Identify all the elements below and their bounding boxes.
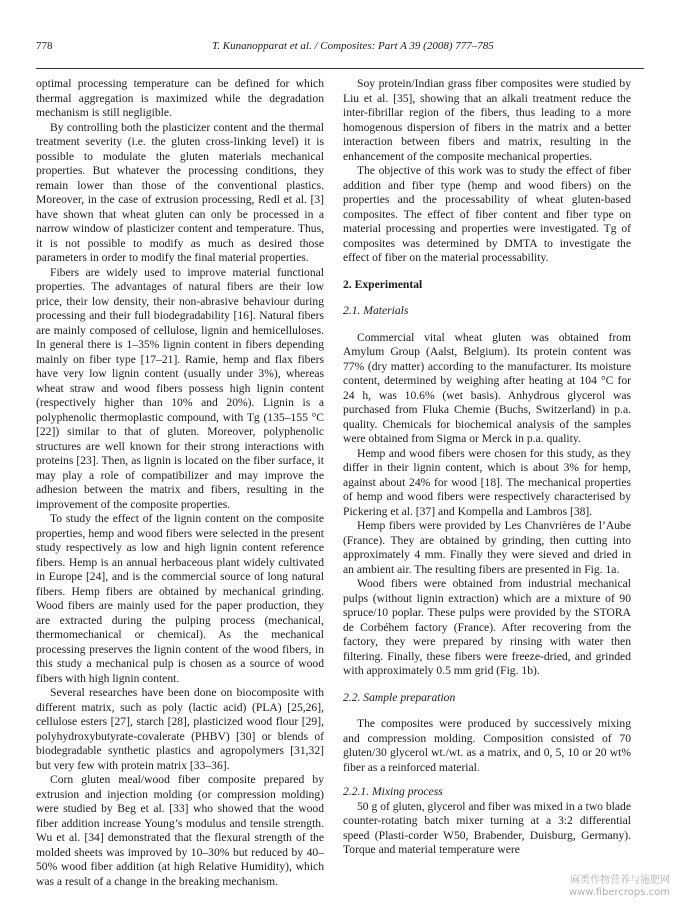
paragraph: The objective of this work was to study the effect of fiber addition and fiber type (hemp and wood fibers) on the properties and the processability of wheat gluten-based composites. The effect of fiber content and fiber type on material processing and properties were investigated. Tg of composites was determined by DMTA to investigate the effect of fiber on the material processability. <box>343 164 631 264</box>
header-rule <box>36 68 644 69</box>
paragraph: Wood fibers were obtained from industrial mechanical pulps (without lignin extraction) which are a mixture of 90 spruce/10 poplar. These pulps were provided by the STORA de Corbéhem factory (France). After recovering from the factory, they were prepared by rinsing with water then filtering. Finally, these fibers were freeze-dried, and grinded with approximately 0.5 mm grid (Fig. 1b). <box>343 577 631 677</box>
paragraph: To study the effect of the lignin content on the composite properties, hemp and wood fibers were selected in the present study respectively as low and high lignin content reference fibers. Hemp is an annual herbaceous plant widely cultivated in Europe [24], and is the commercial source of long natural fibers. Hemp fibers are obtained by mechanical grinding. Wood fibers are mainly used for the paper production, they are extracted during the pulping process (mechanical, thermomechanical or chemical). As the mechanical processing preserves the lignin content of the wood fibers, in this study a mechanical pulp is chosen as a source of wood fibers with high lignin content. <box>36 512 324 685</box>
watermark-line: www.fibercrops.com <box>568 887 670 898</box>
watermark <box>569 875 670 899</box>
paragraph: The composites were produced by successively mixing and compression molding. Composition consisted of 70 gluten/30 glycerol wt./wt. as a matrix, and 0, 5, 10 or 20 wt% fiber as a reinforced material. <box>343 717 631 774</box>
paragraph: Fibers are widely used to improve material functional properties. The advantages of natural fibers are their low price, their low density, their non-abrasive behaviour during processing and their full biodegradability [16]. Natural fibers are mainly composed of cellulose, lignin and hemicelluloses. In general there is 1–35% lignin content in fibers depending mainly on fiber type [17–21]. Ramie, hemp and flax fibers have very low lignin content (usually under 3%), whereas wheat straw and wood fibers possess high lignin content (respectively higher than 10% and 20%). Lignin is a polyphenolic thermoplastic compound, with Tg (135–155 °C [22]) similar to that of gluten. Moreover, polyphenolic structures are well known for their strong interactions with proteins [23]. Then, as lignin is located on the fiber surface, it may play a role of compatibilizer and may improve the adhesion between the matrix and fibers, resulting in the improvement of the composite properties. <box>36 265 324 511</box>
paragraph: Several researches have been done on biocomposite with different matrix, such as poly (lactic acid) (PLA) [25,26], cellulose esters [27], starch [28], plasticized wood flour [29], polyhydroxybutyrate-covalerate (PHBV) [30] or blends of biodegradable synthetic plastics and agropolymers [31,32] but very few with protein matrix [33–36]. <box>36 686 324 772</box>
subsubsection-heading: 2.2.1. Mixing process <box>343 785 443 798</box>
left-column <box>36 77 324 889</box>
paragraph: 50 g of gluten, glycerol and fiber was mixed in a two blade counter-rotating batch mixer turning at a 3:2 differential speed (Plasti-corder W50, Brabender, Duisburg, Germany). Torque and material temperature were <box>343 799 631 856</box>
paragraph: Soy protein/Indian grass fiber composites were studied by Liu et al. [35], showing that an alkali treatment reduce the inter-fibrillar region of the fibers, thus leading to a more homogenous dispersion of fibers in the matrix and a better interaction between fibers and matrix, resulting in the enhancement of the composite mechanical properties. <box>343 77 631 163</box>
paragraph: Hemp and wood fibers were chosen for this study, as they differ in their lignin content, which is about 3% for hemp, against about 24% for wood [18]. The mechanical properties of hemp and wood fibers were respectively characterised by Pickering et al. [37] and Kompella and Lambros [38]. <box>343 446 631 518</box>
paragraph: By controlling both the plasticizer content and the thermal treatment severity (i.e. the gluten cross-linking level) it is possible to modulate the gluten materials mechanical properties. But whatever the processing conditions, they remain lower than those of the conventional plastics. Moreover, in the case of extrusion processing, Redl et al. [3] have shown that wheat gluten can only be processed in a narrow window of plasticizer content and temperature. Thus, it is not possible to modify as much as desired those parameters in order to modify the final material properties. <box>36 120 324 264</box>
section-heading: 2. Experimental <box>343 277 423 291</box>
subsection-heading: 2.2. Sample preparation <box>343 690 456 704</box>
right-column <box>343 77 631 858</box>
subsection-heading: 2.1. Materials <box>343 304 409 317</box>
running-header: T. Kunanopparat et al. / Composites: Part A 39 (2008) 777–785 <box>212 40 494 52</box>
page-number: 778 <box>36 40 53 52</box>
watermark-line: 麻类作物营养与施肥网 <box>570 875 670 886</box>
paragraph: Commercial vital wheat gluten was obtained from Amylum Group (Aalst, Belgium). Its protein content was 77% (dry matter) according to the manufacturer. Its moisture content, determined by weighing after heating at 104 °C for 24 h, was 10.6% (wet basis). Anhydrous glycerol was purchased from Fluka Chemie (Buchs, Switzerland) in p.a. quality. Chemicals for biochemical analysis of the samples were obtained from Sigma or Merck in p.a. quality. <box>343 330 631 445</box>
paragraph: Corn gluten meal/wood fiber composite prepared by extrusion and injection molding (or compression molding) were studied by Beg et al. [33] who showed that the wood fiber addition increase Young’s modulus and tensile strength. Wu et al. [34] demonstrated that the flexural strength of the molded sheets was improved by 10–30% but reduced by 40–50% wood fiber addition (at high Relative Humidity), which was a result of a change in the breaking mechanism. <box>36 773 324 888</box>
paragraph: optimal processing temperature can be defined for which thermal aggregation is maximized while the degradation mechanism is still negligible. <box>36 77 324 119</box>
paragraph: Hemp fibers were provided by Les Chanvrières de l’Aube (France). They are obtained by grinding, then cutting into approximately 4 mm. Finally they were sieved and dried in an ambient air. The resulting fibers are presented in Fig. 1a. <box>343 519 631 576</box>
